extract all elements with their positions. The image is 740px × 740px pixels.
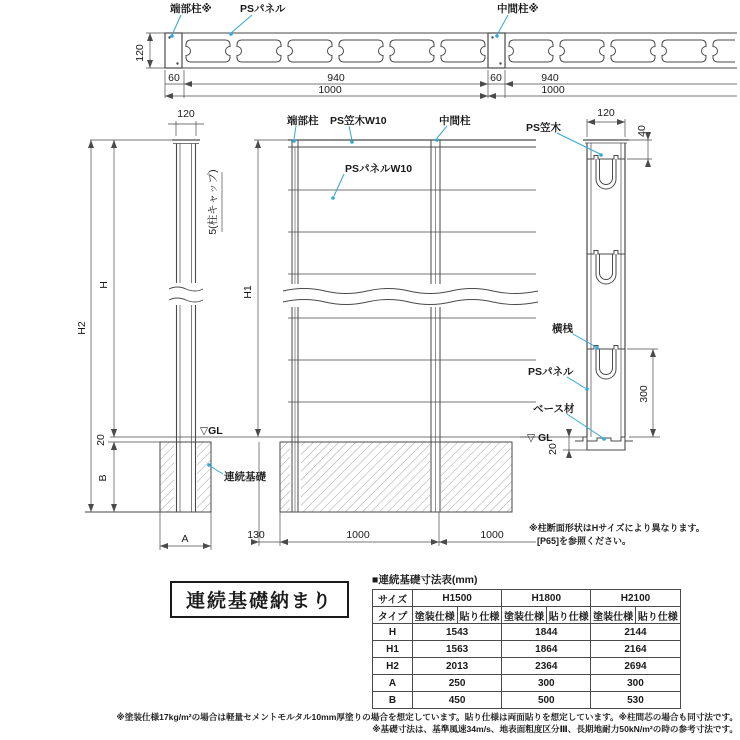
table-row bbox=[373, 675, 681, 692]
end-post-section bbox=[165, 33, 182, 68]
footnote-line1: ※塗装仕様17kg/m²の場合は軽量セメントモルタル10mm厚塗りの場合を想定しています。貼り仕様は両面貼りを想定しています。※柱間芯の場合も同寸法です。 bbox=[116, 712, 738, 722]
plan-dim-940a: 940 bbox=[327, 72, 345, 84]
front-dim-1000b: 1000 bbox=[480, 529, 504, 541]
base-body bbox=[587, 441, 625, 450]
table-cell: H bbox=[373, 624, 413, 641]
leader-dot bbox=[229, 32, 233, 36]
side-dim-h2: H2 bbox=[76, 321, 88, 335]
table-cell: 塗装仕様 bbox=[591, 607, 636, 624]
table-row bbox=[373, 624, 681, 641]
table-cell: 1844 bbox=[502, 624, 591, 641]
footnote-line2: ※基礎寸法は、基準風速34m/s、地表面粗度区分Ⅲ、長期地耐力50kN/m²の時の参考寸法です。 bbox=[372, 724, 738, 734]
leader-dot bbox=[435, 138, 439, 142]
panel-block-pattern bbox=[186, 40, 740, 62]
table-cell: 2013 bbox=[413, 658, 502, 675]
side-gl-label: ▽GL bbox=[200, 425, 223, 437]
table-cell: A bbox=[373, 675, 413, 692]
side-dim-120: 120 bbox=[177, 108, 195, 120]
table-cell: 1563 bbox=[413, 641, 502, 658]
plan-dim-1000b: 1000 bbox=[541, 84, 565, 96]
leader-dot bbox=[350, 140, 354, 144]
table-cell: 貼り仕様 bbox=[457, 607, 502, 624]
section-dim-20: 20 bbox=[547, 443, 559, 455]
leader-dot bbox=[585, 387, 589, 391]
front-cap-label: PS笠木W10 bbox=[330, 115, 387, 127]
table-cell: 塗装仕様 bbox=[502, 607, 547, 624]
plan-dim-60a: 60 bbox=[168, 72, 180, 84]
section-base-label: ベース材 bbox=[533, 403, 575, 415]
front-dim-1000a: 1000 bbox=[346, 529, 370, 541]
plan-view bbox=[146, 15, 740, 98]
mid-post-section bbox=[488, 33, 505, 68]
plan-dim-1000a: 1000 bbox=[318, 84, 342, 96]
foundation-hatch bbox=[280, 442, 512, 512]
front-panel-label: PSパネルW10 bbox=[345, 163, 413, 175]
table-cell: 塗装仕様 bbox=[413, 607, 458, 624]
table-cell: B bbox=[373, 692, 413, 709]
table-cell: 1543 bbox=[413, 624, 502, 641]
table-cell: 2364 bbox=[502, 658, 591, 675]
side-foundation-label: 連続基礎 bbox=[224, 471, 266, 483]
table-cell: 貼り仕様 bbox=[635, 607, 680, 624]
table-cell: 300 bbox=[502, 675, 591, 692]
table-cell: 貼り仕様 bbox=[546, 607, 591, 624]
plan-end-post-label: 端部柱※ bbox=[170, 3, 212, 15]
leader-dot bbox=[170, 34, 174, 38]
section-note-line2: [P65]を参照ください。 bbox=[537, 536, 632, 546]
side-dim-b: B bbox=[97, 474, 109, 482]
leader-dot bbox=[331, 196, 335, 200]
section-dim-300: 300 bbox=[638, 385, 650, 403]
plan-mid-post-label: 中間柱※ bbox=[497, 3, 539, 15]
table-cell: 2694 bbox=[591, 658, 680, 675]
table-cell: 530 bbox=[591, 692, 680, 709]
front-elevation bbox=[240, 126, 538, 546]
footnotes bbox=[0, 711, 738, 735]
leader-dot bbox=[599, 153, 603, 157]
leader-dot bbox=[207, 463, 211, 467]
plan-panel-label: PSパネル bbox=[240, 3, 286, 15]
leader-dot bbox=[595, 346, 599, 350]
table-cell: 2164 bbox=[591, 641, 680, 658]
leader-dot bbox=[602, 437, 606, 441]
table-cell: 300 bbox=[591, 675, 680, 692]
front-dim-130: 130 bbox=[247, 529, 265, 541]
table-cell: H1800 bbox=[502, 590, 591, 607]
section-dim-40: 40 bbox=[636, 125, 648, 137]
side-dim-20: 20 bbox=[95, 434, 107, 446]
front-end-post-label: 端部柱 bbox=[287, 115, 319, 127]
table-cell: タイプ bbox=[373, 607, 413, 624]
table-cell: H1 bbox=[373, 641, 413, 658]
drawing-title: 連続基礎納まり bbox=[170, 581, 349, 618]
plan-dim-940b: 940 bbox=[541, 72, 559, 84]
table-row bbox=[373, 641, 681, 658]
front-mid-post-label: 中間柱 bbox=[439, 115, 471, 127]
side-dim-h: H bbox=[98, 281, 110, 289]
section-rail-label: 横桟 bbox=[552, 323, 573, 335]
section-panel-label: PSパネル bbox=[528, 366, 574, 378]
table-cell: H2100 bbox=[591, 590, 680, 607]
table-cell: 450 bbox=[413, 692, 502, 709]
plan-dim-120: 120 bbox=[134, 44, 146, 62]
table-row bbox=[373, 692, 681, 709]
table-cell: H2 bbox=[373, 658, 413, 675]
table-row-sizes bbox=[373, 590, 681, 607]
front-dim-h1: H1 bbox=[242, 285, 254, 299]
section-dim-120: 120 bbox=[597, 107, 615, 119]
section-cap-label: PS笠木 bbox=[526, 122, 562, 134]
section-gl-label: ▽ GL bbox=[527, 432, 553, 444]
table-cell: 250 bbox=[413, 675, 502, 692]
table-cell: 2144 bbox=[591, 624, 680, 641]
side-dim-a: A bbox=[181, 533, 189, 545]
leader-dot bbox=[292, 139, 296, 143]
table-cell: 500 bbox=[502, 692, 591, 709]
table-row bbox=[373, 658, 681, 675]
plan-dim-60b: 60 bbox=[490, 72, 502, 84]
section-note-line1: ※柱断面形状はHサイズにより異なります。 bbox=[529, 523, 705, 533]
table-cell: サイズ bbox=[373, 590, 413, 607]
table-cell: 1864 bbox=[502, 641, 591, 658]
side-cap-label: 5(柱キャップ) bbox=[207, 169, 219, 235]
foundation-dimension-table bbox=[372, 572, 680, 709]
table-row-types bbox=[373, 607, 681, 624]
leader-dot bbox=[495, 34, 499, 38]
table-title: ■連続基礎寸法表(mm) bbox=[372, 574, 478, 586]
table-cell: H1500 bbox=[413, 590, 502, 607]
